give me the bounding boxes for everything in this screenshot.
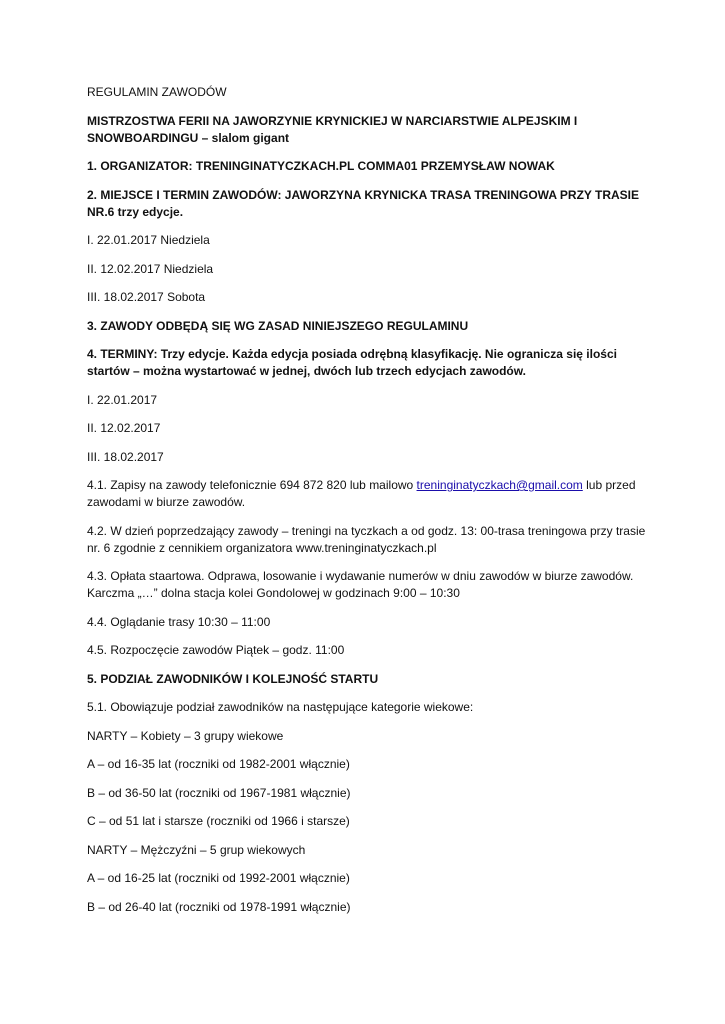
paragraph-4-2: 4.2. W dzień poprzedzający zawody – treningi na tyczkach a od godz. 13: 00-trasa treningowa przy trasie nr. 6 zgodnie z cennikiem organizatora www.treninginatyczkach.pl: [87, 523, 646, 555]
section-terms: 4. TERMINY: Trzy edycje. Każda edycja posiada odrębną klasyfikację. Nie ogranicza się ilości startów – można wystartować w jednej, dwóch lub trzech edycjach zawodów.: [87, 347, 617, 378]
document-heading: REGULAMIN ZAWODÓW: [87, 85, 227, 99]
women-heading: NARTY – Kobiety – 3 grupy wiekowe: [87, 728, 284, 743]
paragraph-4-3: 4.3. Opłata staartowa. Odprawa, losowanie i wydawanie numerów w dniu zawodów w biurze zawodów. Karczma „…” dolna stacja kolei Gondolowej w godzinach 9:00 – 10:30: [87, 569, 634, 600]
paragraph-4-1-text-a: 4.1. Zapisy na zawody telefonicznie 694 872 820 lub mailowo: [87, 478, 417, 492]
term-date-1: I. 22.01.2017: [87, 392, 158, 407]
term-date-3: III. 18.02.2017: [87, 449, 164, 464]
section-place-and-dates: 2. MIEJSCE I TERMIN ZAWODÓW: JAWORZYNA KRYNICKA TRASA TRENINGOWA PRZY TRASIE NR.6 trzy edycje.: [87, 187, 640, 219]
edition-date-1: I. 22.01.2017 Niedziela: [87, 233, 210, 247]
edition-date-3: III. 18.02.2017 Sobota: [87, 290, 206, 304]
section-rules: 3. ZAWODY ODBĘDĄ SIĘ WG ZASAD NINIEJSZEGO REGULAMINU: [87, 318, 469, 333]
women-group-a: A – od 16-35 lat (roczniki od 1982-2001 włącznie): [87, 757, 350, 771]
term-date-2: II. 12.02.2017: [87, 421, 161, 435]
men-group-a: A – od 16-25 lat (roczniki od 1992-2001 włącznie): [87, 871, 350, 885]
document-title: MISTRZOSTWA FERII NA JAWORZYNIE KRYNICKIEJ W NARCIARSTWIE ALPEJSKIM I SNOWBOARDINGU – slalom gigant: [87, 113, 578, 145]
email-link[interactable]: treninginatyczkach@gmail.com: [416, 478, 583, 492]
section-categories: 5. PODZIAŁ ZAWODNIKÓW I KOLEJNOŚĆ STARTU: [87, 671, 379, 686]
paragraph-4-4: 4.4. Oglądanie trasy 10:30 – 11:00: [87, 614, 271, 629]
paragraph-4-5: 4.5. Rozpoczęcie zawodów Piątek – godz. 11:00: [87, 643, 345, 657]
women-group-b: B – od 36-50 lat (roczniki od 1967-1981 włącznie): [87, 785, 351, 800]
men-heading: NARTY – Mężczyźni – 5 grup wiekowych: [87, 842, 306, 857]
paragraph-4-1-text-b: lub przed zawodami w biurze zawodów.: [87, 478, 636, 509]
edition-date-2: II. 12.02.2017 Niedziela: [87, 261, 214, 276]
men-group-b: B – od 26-40 lat (roczniki od 1978-1991 włącznie): [87, 899, 351, 914]
women-group-c: C – od 51 lat i starsze (roczniki od 1966 i starsze): [87, 814, 350, 828]
section-organizer: 1. ORGANIZATOR: TRENINGINATYCZKACH.PL COMMA01 PRZEMYSŁAW NOWAK: [87, 159, 555, 173]
document-page: [87, 84, 647, 927]
paragraph-4-1: [87, 477, 647, 511]
paragraph-5-1: 5.1. Obowiązuje podział zawodników na następujące kategorie wiekowe:: [87, 700, 474, 714]
